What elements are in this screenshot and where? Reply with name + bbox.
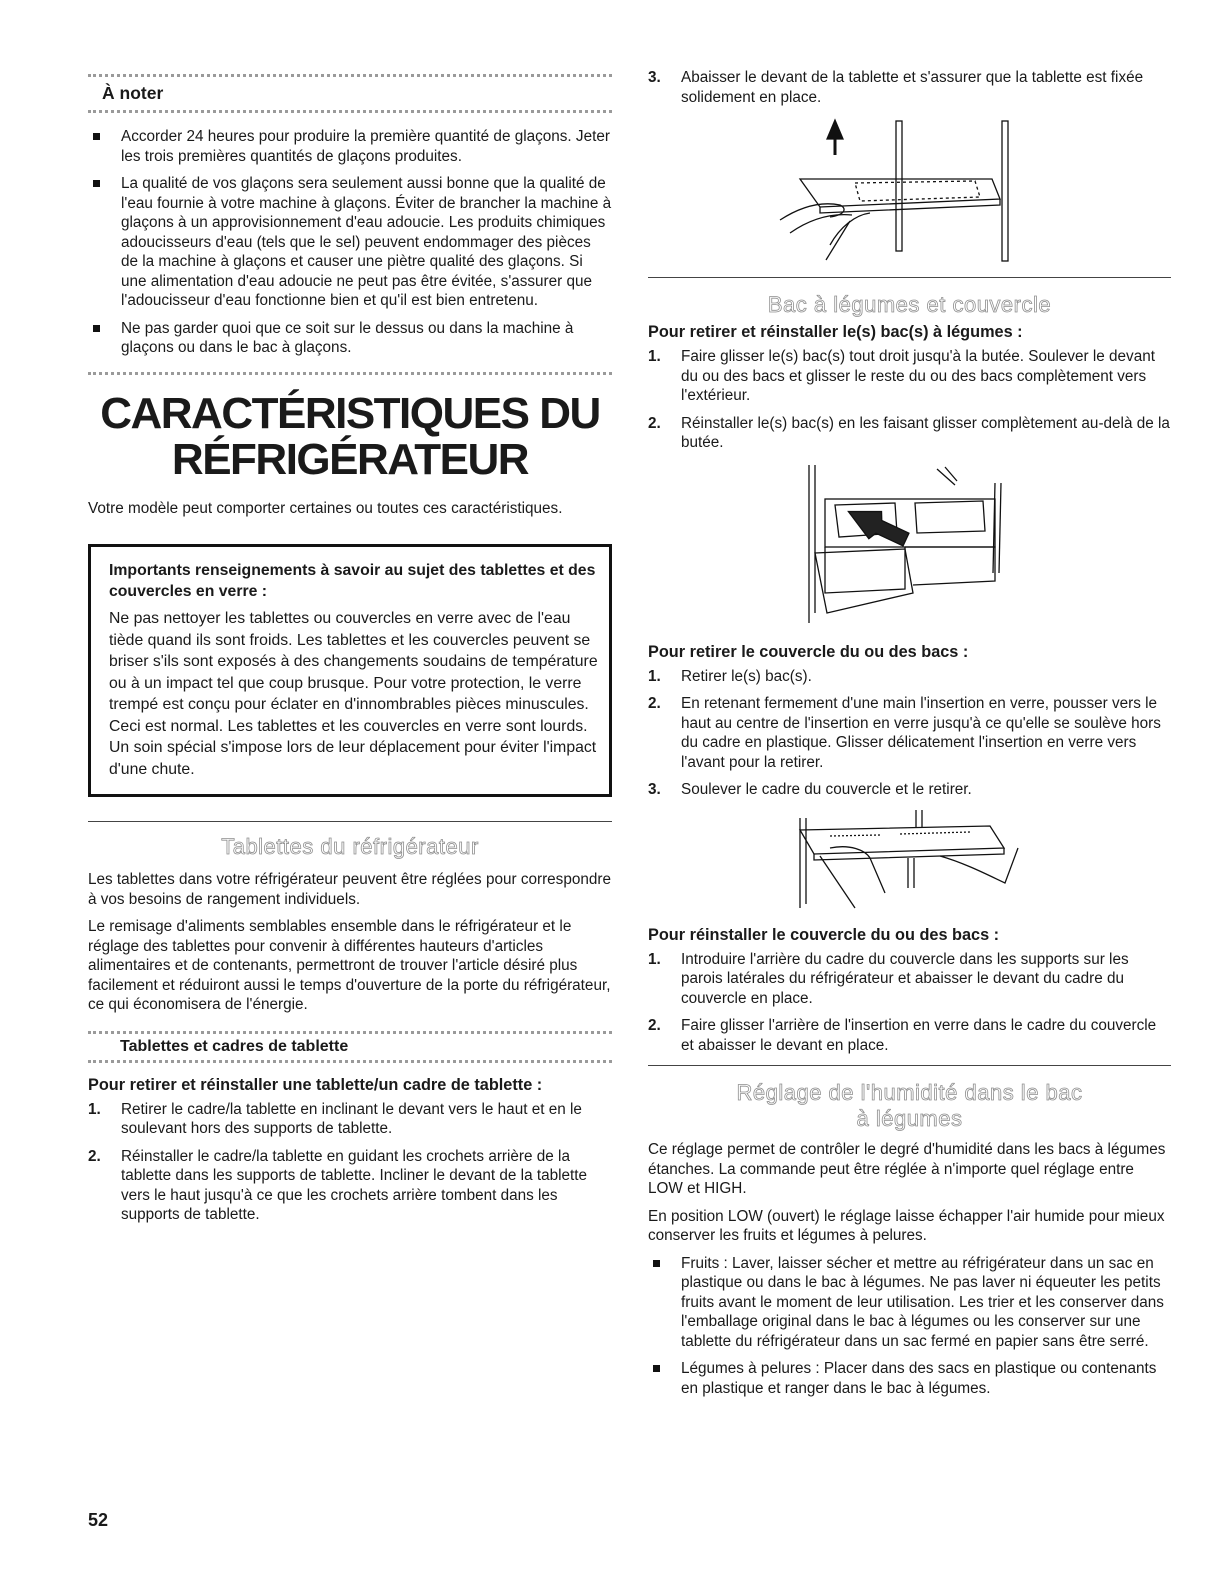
step-text: Faire glisser l'arrière de l'insertion en verre dans le cadre du couvercle et abaisser le devant en place. bbox=[681, 1017, 1157, 1054]
step-number: 3. bbox=[648, 69, 661, 86]
subsection-title: Tablettes et cadres de tablette bbox=[120, 1037, 349, 1055]
paragraph: Les tablettes dans votre réfrigérateur peuvent être réglées pour correspondre à vos besoins de rangement individuels. bbox=[88, 871, 611, 908]
humidity-list bbox=[648, 1254, 1171, 1399]
divider bbox=[648, 1065, 1171, 1066]
list-item bbox=[88, 1147, 612, 1225]
procedure-title: Pour réinstaller le couvercle du ou des bacs : bbox=[648, 925, 1000, 944]
steps-list bbox=[88, 1100, 612, 1225]
cover-illustration bbox=[790, 808, 1030, 913]
step-number: 2. bbox=[648, 1017, 661, 1034]
divider bbox=[88, 821, 612, 822]
list-item bbox=[648, 950, 1171, 1009]
divider bbox=[88, 74, 612, 77]
list-item bbox=[648, 694, 1171, 772]
list-item: Accorder 24 heures pour produire la première quantité de glaçons. Jeter les trois premières quantités de glaçons produites. bbox=[88, 127, 612, 166]
steps-list bbox=[648, 667, 1171, 800]
step-text: Faire glisser le(s) bac(s) tout droit jusqu'à la butée. Soulever le devant du ou des bacs et glisser le reste du ou des bacs complètement vers l'extérieur. bbox=[681, 348, 1155, 404]
steps-list bbox=[648, 950, 1171, 1056]
shelf-illustration bbox=[760, 115, 1060, 265]
step-text: Soulever le cadre du couvercle et le retirer. bbox=[681, 781, 972, 798]
step-text: Retirer le cadre/la tablette en inclinant le devant vers le haut et en le soulevant hors des supports de tablette. bbox=[121, 1100, 582, 1137]
step-text: Réinstaller le cadre/la tablette en guidant les crochets arrière de la tablette dans les supports de tablette. Incliner le devant de la tablette vers le haut jusqu'à ce que les crochets arrière tombent dans les supports de tablette. bbox=[121, 1147, 588, 1223]
page-title bbox=[88, 388, 612, 484]
left-column bbox=[88, 0, 612, 1233]
divider bbox=[88, 1031, 612, 1034]
step-number: 2. bbox=[648, 414, 661, 432]
intro-text: Votre modèle peut comporter certaines ou toutes ces caractéristiques. bbox=[88, 499, 563, 517]
list-item: La qualité de vos glaçons sera seulement aussi bonne que la qualité de l'eau fournie à votre machine à glaçons. Éviter de brancher la machine à glaçons à un approvisionnement d'eau adoucie. Les produits chimiques adoucisseurs d'eau (tels que le sel) peuvent endommager des pièces de la machine à glaçons et causer une piètre qualité des glaçons. Si une alimentation d'eau adoucie ne peut pas être évitée, s'assurer que l'adoucisseur d'eau fonctionne bien et qu'il est bien entretenu. bbox=[88, 174, 612, 311]
procedure-title: Pour retirer et réinstaller le(s) bac(s) à légumes : bbox=[648, 323, 1023, 341]
page-title-line-2: RÉFRIGÉRATEUR bbox=[171, 434, 529, 484]
section-title: Tablettes du réfrigérateur bbox=[221, 834, 479, 859]
procedure-title: Pour retirer et réinstaller une tablette/un cadre de tablette : bbox=[88, 1075, 543, 1094]
step-number: 2. bbox=[648, 695, 661, 712]
step-number: 1. bbox=[88, 1100, 101, 1118]
steps-list bbox=[648, 68, 1171, 107]
warning-box bbox=[88, 544, 612, 797]
note-title: À noter bbox=[102, 83, 164, 103]
step-number: 1. bbox=[648, 348, 661, 365]
warning-box-title: Importants renseignements à savoir au sujet des tablettes et des couvercles en verre : bbox=[109, 562, 596, 600]
divider bbox=[648, 277, 1171, 278]
section-title: Bac à légumes et couvercle bbox=[767, 292, 1052, 317]
step-number: 3. bbox=[648, 781, 661, 798]
list-item: Légumes à pelures : Placer dans des sacs en plastique ou contenants en plastique et ranger dans le bac à légumes. bbox=[648, 1359, 1171, 1398]
list-item bbox=[648, 68, 1171, 107]
list-item bbox=[648, 347, 1171, 406]
paragraph: En position LOW (ouvert) le réglage laisse échapper l'air humide pour mieux conserver les fruits et légumes à pelures. bbox=[648, 1207, 1165, 1244]
step-text: Réinstaller le(s) bac(s) en les faisant glisser complètement au-delà de la butée. bbox=[681, 414, 1170, 451]
step-text: Introduire l'arrière du cadre du couvercle dans les supports sur les parois latérales du réfrigérateur et abaisser le devant du cadre du couvercle en place. bbox=[681, 950, 1129, 1007]
crisper-drawer-illustration bbox=[805, 463, 1015, 628]
paragraph: Ce réglage permet de contrôler le degré d'humidité dans les bacs à légumes étanches. La commande peut être réglée à n'importe quel réglage entre LOW et HIGH. bbox=[648, 1141, 1166, 1197]
steps-list bbox=[648, 347, 1171, 453]
list-item bbox=[88, 1100, 612, 1139]
step-text: Retirer le(s) bac(s). bbox=[681, 667, 812, 685]
step-number: 2. bbox=[88, 1147, 101, 1165]
step-number: 1. bbox=[648, 950, 661, 968]
divider bbox=[88, 110, 612, 113]
page-title-line-1: CARACTÉRISTIQUES DU bbox=[100, 388, 600, 438]
list-item: Ne pas garder quoi que ce soit sur le dessus ou dans la machine à glaçons ou dans le bac à glaçons. bbox=[88, 319, 612, 358]
right-column bbox=[648, 0, 1171, 1406]
step-text: Abaisser le devant de la tablette et s'assurer que la tablette est fixée solidement en place. bbox=[681, 69, 1144, 106]
list-item bbox=[648, 1016, 1171, 1055]
page-number: 52 bbox=[88, 1510, 109, 1530]
list-item: Fruits : Laver, laisser sécher et mettre au réfrigérateur dans un sac en plastique ou dans le bac à légumes. Ne pas laver ni équeuter les petits fruits avant le moment de leur utilisation. Les trier et les conserver dans l'emballage original dans le bac à légumes ou les conserver sur une tablette du réfrigérateur dans un sac fermé en papier sans être serré. bbox=[648, 1254, 1171, 1352]
section-title-line-1: Réglage de l'humidité dans le bac bbox=[736, 1080, 1083, 1105]
step-text: En retenant fermement d'une main l'insertion en verre, pousser vers le haut au centre de l'insertion en verre jusqu'à ce qu'elle se soulève hors du cadre en plastique. Glisser délicatement l'insertion en verre vers l'avant pour la retirer. bbox=[681, 695, 1161, 771]
section-title bbox=[648, 1080, 1171, 1132]
divider bbox=[88, 1060, 612, 1063]
list-item bbox=[648, 780, 1171, 800]
procedure-title: Pour retirer le couvercle du ou des bacs : bbox=[648, 642, 969, 661]
list-item bbox=[648, 667, 1171, 687]
section-title-line-2: à légumes bbox=[856, 1106, 963, 1131]
divider bbox=[88, 372, 612, 375]
note-list bbox=[88, 127, 612, 358]
warning-box-text: Ne pas nettoyer les tablettes ou couvercles en verre avec de l'eau tiède quand ils sont froids. Les tablettes et les couvercles peuvent se briser s'ils sont exposés à des changements soudains de température ou à un impact tel que coup brusque. Pour votre protection, le verre trempé est conçu pour éclater en d'innombrables pièces minuscules. Ceci est normal. Les tablettes et les couvercles en verre sont lourds. Un soin spécial s'impose lors de leur déplacement pour éviter l'impact d'une chute. bbox=[109, 610, 598, 778]
step-number: 1. bbox=[648, 667, 661, 685]
paragraph: Le remisage d'aliments semblables ensemble dans le réfrigérateur et le réglage des tablettes pour convenir à différentes hauteurs d'articles alimentaires et de contenants, permettront de trouver l'article désiré plus facilement et réduiront aussi le temps d'ouverture de la porte du réfrigérateur, ce qui économisera de l'énergie. bbox=[88, 918, 611, 1013]
list-item bbox=[648, 414, 1171, 453]
